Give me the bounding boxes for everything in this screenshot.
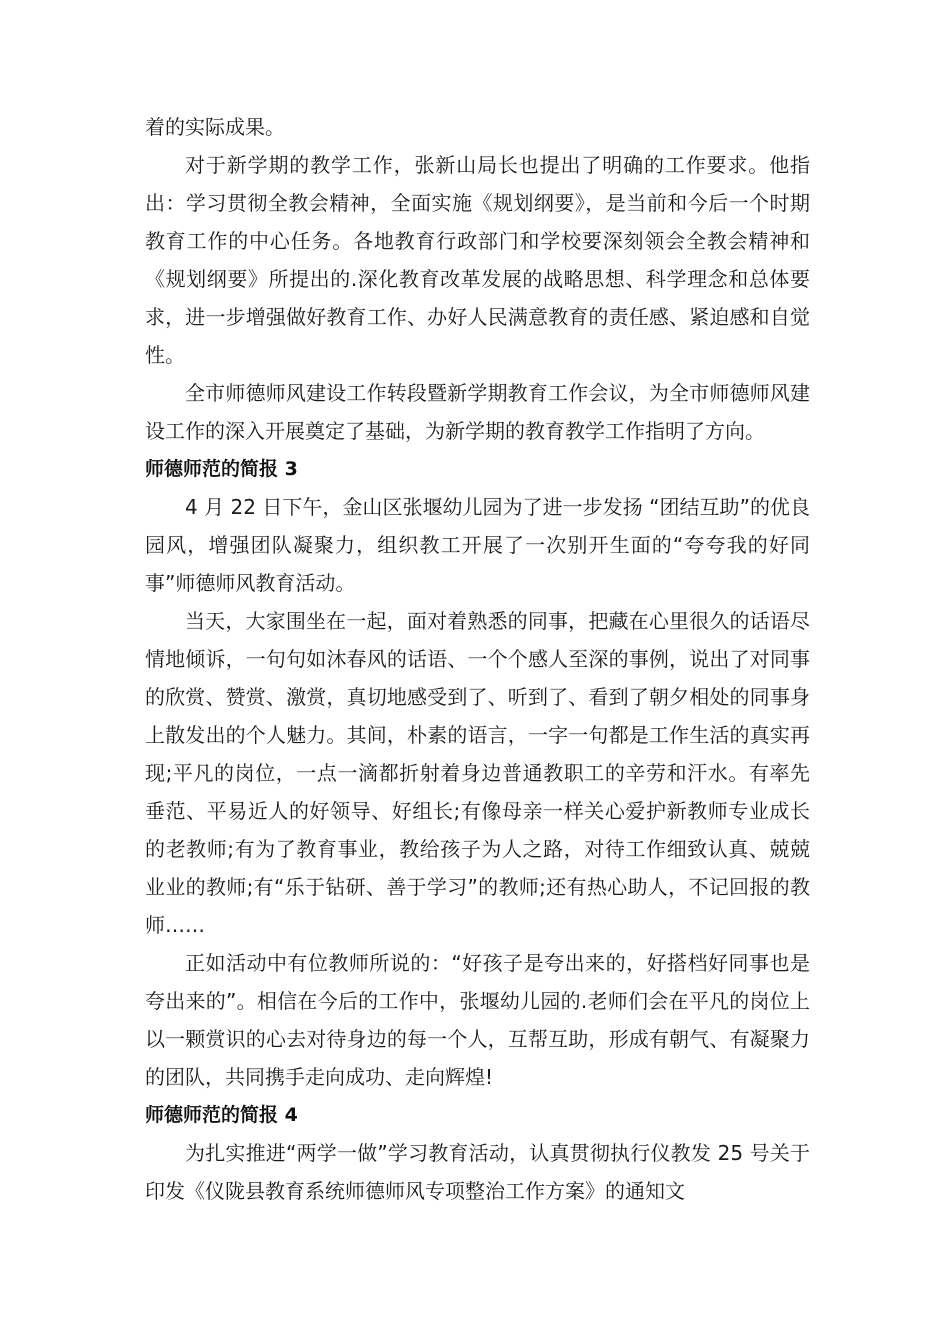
- paragraph-continuation: 着的实际成果。: [145, 115, 285, 139]
- section-heading-3: 师德师范的简报 3: [145, 458, 298, 480]
- section-heading-4: 师德师范的简报 4: [145, 1104, 298, 1126]
- paragraph-meeting-summary: 全市师德师风建设工作转段暨新学期教育工作会议，为全市师德师风建设工作的深入开展奠定了基础，为新学期的教育教学工作指明了方向。: [145, 381, 810, 443]
- paragraph-activity-intro: 4 月 22 日下午，金山区张堰幼儿园为了进一步发扬 “团结互助”的优良园风，增强团队凝聚力，组织教工开展了一次别开生面的“夸夸我的好同事”师德师风教育活动。: [145, 495, 810, 595]
- paragraph-activity-details: 当天，大家围坐在一起，面对着熟悉的同事，把藏在心里很久的话语尽情地倾诉，一句句如沐春风的话语、一个个感人至深的事例，说出了对同事的欣赏、赞赏、激赏，真切地感受到了、听到了、看到了朝夕相处的同事身上散发出的个人魅力。其间，朴素的语言，一字一句都是工作生活的真实再现;平凡的岗位，一点一滴都折射着身边普通教职工的辛劳和汗水。有率先垂范、平易近人的好领导、好组长;有像母亲一样关心爱护新教师专业成长的老教师;有为了教育事业，教给孩子为人之路，对待工作细致认真、兢兢业业的教师;有“乐于钻研、善于学习”的教师;还有热心助人，不记回报的教师……: [145, 609, 810, 937]
- document-body: [145, 108, 810, 1210]
- paragraph-campaign-intro: 为扎实推进“两学一做”学习教育活动，认真贯彻执行仪教发 25 号关于印发《仪陇县教育系统师德师风专项整治工作方案》的通知文: [145, 1141, 810, 1203]
- paragraph-activity-conclusion: 正如活动中有位教师所说的：“好孩子是夸出来的，好搭档好同事也是夸出来的”。相信在今后的工作中，张堰幼儿园的.老师们会在平凡的岗位上以一颗赏识的心去对待身边的每一个人，互帮互助，形成有朝气、有凝聚力的团队，共同携手走向成功、走向辉煌!: [145, 951, 810, 1089]
- paragraph-work-requirements: 对于新学期的教学工作，张新山局长也提出了明确的工作要求。他指出：学习贯彻全教会精神，全面实施《规划纲要》，是当前和今后一个时期教育工作的中心任务。各地教育行政部门和学校要深刻领会全教会精神和《规划纲要》所提出的.深化教育改革发展的战略思想、科学理念和总体要求，进一步增强做好教育工作、办好人民满意教育的责任感、紧迫感和自觉性。: [145, 153, 810, 367]
